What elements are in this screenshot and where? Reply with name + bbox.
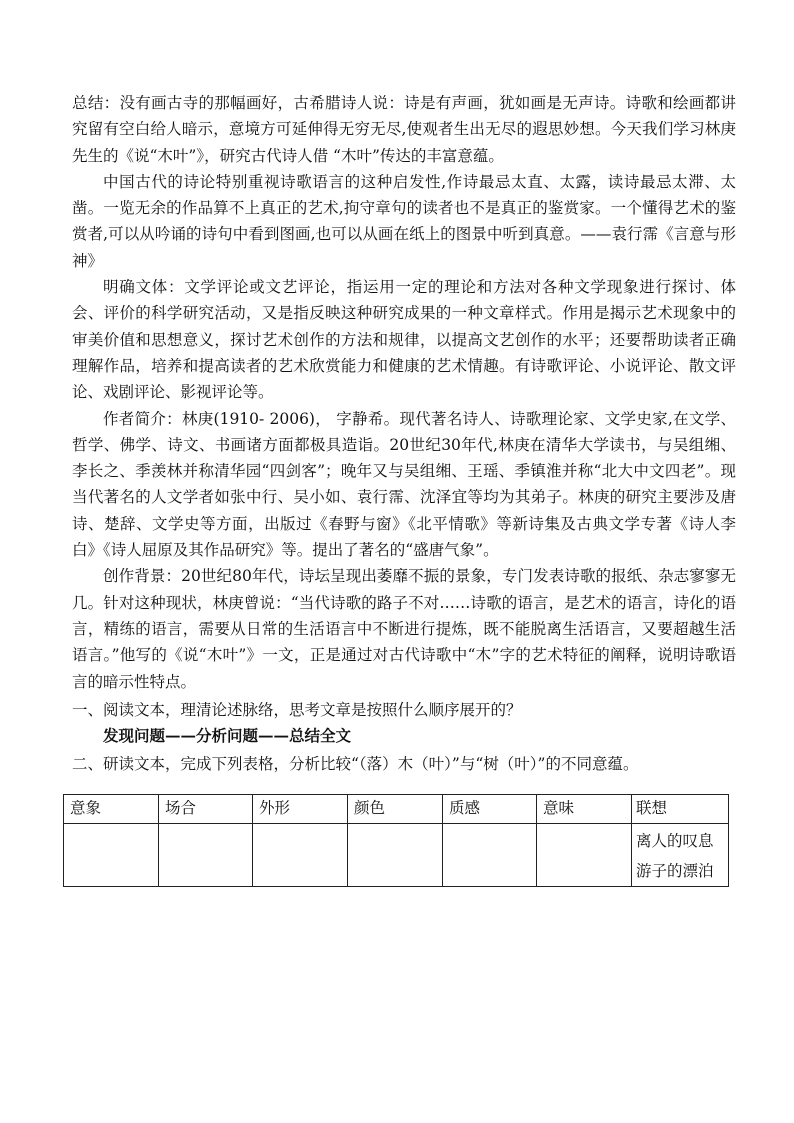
table-row <box>64 823 729 886</box>
header-cell-texture: 质感 <box>443 794 537 823</box>
association-line: 游子的漂泊 <box>636 861 714 880</box>
header-cell-occasion: 场合 <box>159 794 253 823</box>
header-cell-association: 联想 <box>632 794 729 823</box>
summary-paragraph: 总结：没有画古寺的那幅画好，古希腊诗人说：诗是有声画，犹如画是无声诗。诗歌和绘画都讲究留有空白给人暗示，意境方可延伸得无穷无尽,使观者生出无尽的遐思妙想。今天我们学习林庚 先生的《说“木叶”》，研究古代诗人借 “木叶”传达的丰富意蕴。 <box>72 94 736 165</box>
table-cell-occasion <box>159 823 253 886</box>
question-1: 一、阅读文本，理清论述脉络，思考文章是按照什么顺序展开的？ <box>72 700 522 719</box>
table-cell-meaning <box>537 823 632 886</box>
table-cell-color <box>348 823 443 886</box>
answer-1: 发现问题——分析问题——总结全文 <box>103 726 352 746</box>
background-paragraph: 创作背景：20世纪80年代，诗坛呈现出萎靡不振的景象，专门发表诗歌的报纸、杂志寥寥无几。针对这种现状，林庚曾说：“当代诗歌的路子不对……诗歌的语言，是艺术的语言，诗化的语言，精练的语言，需要从日常的生活语言中不断进行提炼，既不能脱离生活语言，又要超越生活语言。”他写的《说“木叶”》一文，正是通过对古代诗歌中“木”字的艺术特征的阐释，说明诗歌语言的暗示性特点。 <box>72 567 736 691</box>
genre-paragraph: 明确文体：文学评论或文艺评论，指运用一定的理论和方法对各种文学现象进行探讨、体会、评价的科学研究活动，又是指反映这种研究成果的一种文章样式。作用是揭示艺术现象中的审美价值和思想意义，探讨艺术创作的方法和规律，以提高文艺创作的水平；还要帮助读者正确理解作品，培养和提高读者的艺术欣赏能力和健康的艺术情趣。有诗歌评论、小说评论、散文评论、戏剧评论、影视评论等。 <box>72 278 736 402</box>
table-cell-shape <box>253 823 348 886</box>
association-line: 离人的叹息 <box>636 831 714 850</box>
document-page <box>72 90 736 887</box>
header-cell-meaning: 意味 <box>537 794 632 823</box>
header-cell-color: 颜色 <box>348 794 443 823</box>
question-2: 二、研读文本，完成下列表格，分析比较“（落）木（叶）”与“树（叶）”的不同意蕴。 <box>72 755 639 774</box>
table-cell-image <box>64 823 159 886</box>
poetics-quote-paragraph: 中国古代的诗论特别重视诗歌语言的这种启发性,作诗最忌太直、太露，读诗最忌太滞、太凿。一览无余的作品算不上真正的艺术,拘守章句的读者也不是真正的鉴赏家。一个懂得艺术的鉴赏者,可以从吟诵的诗句中看到图画,也可以从画在纸上的图景中听到真意。——袁行霈《言意与形神》 <box>72 172 736 270</box>
header-cell-image: 意象 <box>64 794 159 823</box>
comparison-table <box>63 794 729 887</box>
header-cell-shape: 外形 <box>253 794 348 823</box>
table-header-row <box>64 794 729 823</box>
table-cell-texture <box>443 823 537 886</box>
table-cell-association <box>632 823 729 886</box>
author-bio-paragraph: 作者简介：林庚(1910- 2006)， 字静希。现代著名诗人、诗歌理论家、文学史家,在文学、哲学、佛学、诗文、书画诸方面都极具造诣。20世纪30年代,林庚在清华大学读书，与吴组缃、李长之、季羡林并称清华园“四剑客”；晚年又与吴组缃、王瑶、季镇淮并称“北大中文四老”。现当代著名的人文学者如张中行、吴小如、袁行霈、沈泽宜等均为其弟子。林庚的研究主要涉及唐诗、楚辞、文学史等方面，出版过《春野与窗》《北平情歌》等新诗集及古典文学专著《诗人李白》《诗人屈原及其作品研究》等。提出了著名的“盛唐气象”。 <box>72 409 736 560</box>
